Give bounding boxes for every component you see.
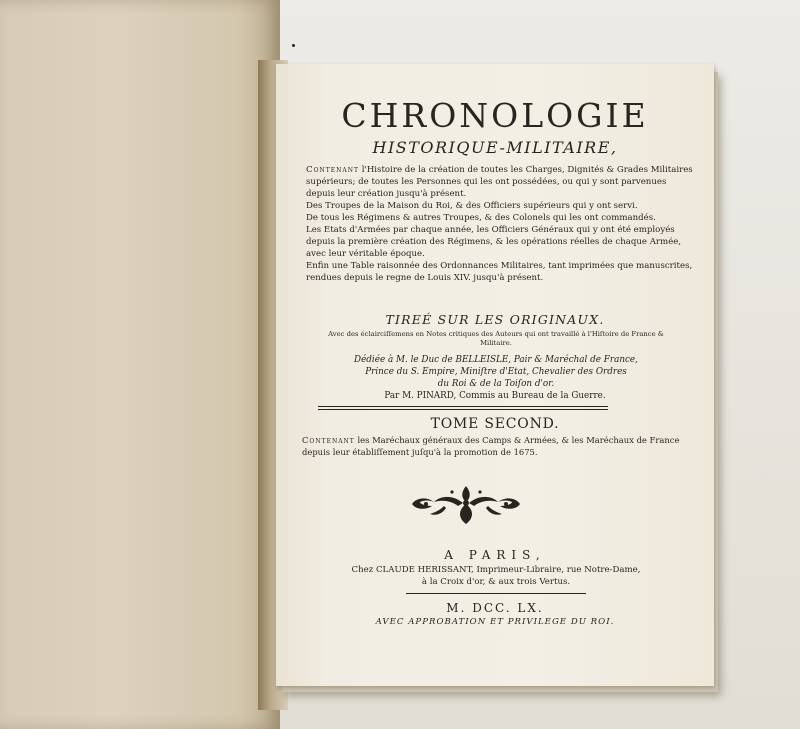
tome-heading: TOME SECOND. bbox=[430, 416, 560, 432]
contents-line-5: Enfin une Table raisonnée des Ordonnances Militaires, tant imprimées que manuscrites, rendues depuis le regne de Louis XIV. jusqu'à présent. bbox=[306, 261, 693, 283]
author-line: Par M. PINARD, Commis au Bureau de la Guerre. bbox=[384, 391, 606, 401]
eclaircissements-note: Avec des éclairciſſemens en Notes critiques des Auteurs qui ont travaillé à l'Hiſtoire de France & Militaire. bbox=[328, 330, 664, 347]
left-endpaper bbox=[0, 0, 280, 729]
title-page bbox=[276, 64, 714, 686]
contents-intro: Contenant bbox=[306, 165, 359, 175]
dedication-line-3: du Roi & de la Toiſon d'or. bbox=[437, 379, 555, 389]
printer-fleuron-icon bbox=[406, 480, 526, 526]
book-title: CHRONOLOGIE bbox=[341, 96, 649, 135]
imprint-year: M. DCC. LX. bbox=[446, 601, 544, 615]
contents-line-3: De tous les Régimens & autres Troupes, & des Colonels qui les ont commandés. bbox=[306, 213, 656, 223]
tome-contents-intro: Contenant bbox=[302, 435, 355, 445]
dedication-line-2: Prince du S. Empire, Miniſtre d'Etat, Chevalier des Ordres bbox=[365, 367, 627, 377]
book-subtitle: HISTORIQUE-MILITAIRE, bbox=[372, 138, 618, 157]
imprint-city: A PARIS, bbox=[444, 548, 546, 562]
tire-sur-originaux: TIREÉ SUR LES ORIGINAUX. bbox=[385, 312, 605, 327]
contents-line-2: Des Troupes de la Maison du Roi, & des Officiers supérieurs qui y ont servi. bbox=[306, 201, 638, 211]
contents-line-4: Les Etats d'Armées par chaque année, les Officiers Généraux qui y ont été employés depuis la première création des Régimens, & les opérations réelles de chaque Armée, avec leur véritable époque. bbox=[306, 225, 682, 259]
contents-block bbox=[306, 164, 694, 284]
dedication bbox=[296, 354, 696, 390]
printer-address bbox=[306, 564, 686, 588]
dedication-line-1: Dédiée à M. le Duc de BELLEISLE, Pair & Maréchal de France, bbox=[354, 355, 638, 365]
tome-contents bbox=[302, 434, 694, 458]
double-rule-top bbox=[318, 406, 608, 407]
printer-line-2: à la Croix d'or, & aux trois Vertus. bbox=[421, 577, 571, 587]
ink-speck bbox=[292, 44, 295, 47]
approbation-line: AVEC APPROBATION ET PRIVILEGE DU ROI. bbox=[375, 617, 615, 627]
imprint-rule bbox=[406, 593, 586, 594]
contents-line-1: l'Histoire de la création de toutes les Charges, Dignités & Grades Militaires supérieurs; de toutes les Personnes qui les ont possédées, ou qui y sont parvenues depuis leur création jusqu'à présent. bbox=[306, 165, 693, 199]
double-rule-bottom bbox=[318, 409, 608, 410]
printer-line-1: Chez CLAUDE HERISSANT, Imprimeur-Libraire, rue Notre-Dame, bbox=[351, 565, 641, 575]
tome-contents-text: les Maréchaux généraux des Camps & Armées, & les Maréchaux de France depuis leur établiſſement juſqu'à la promotion de 1675. bbox=[302, 435, 680, 457]
